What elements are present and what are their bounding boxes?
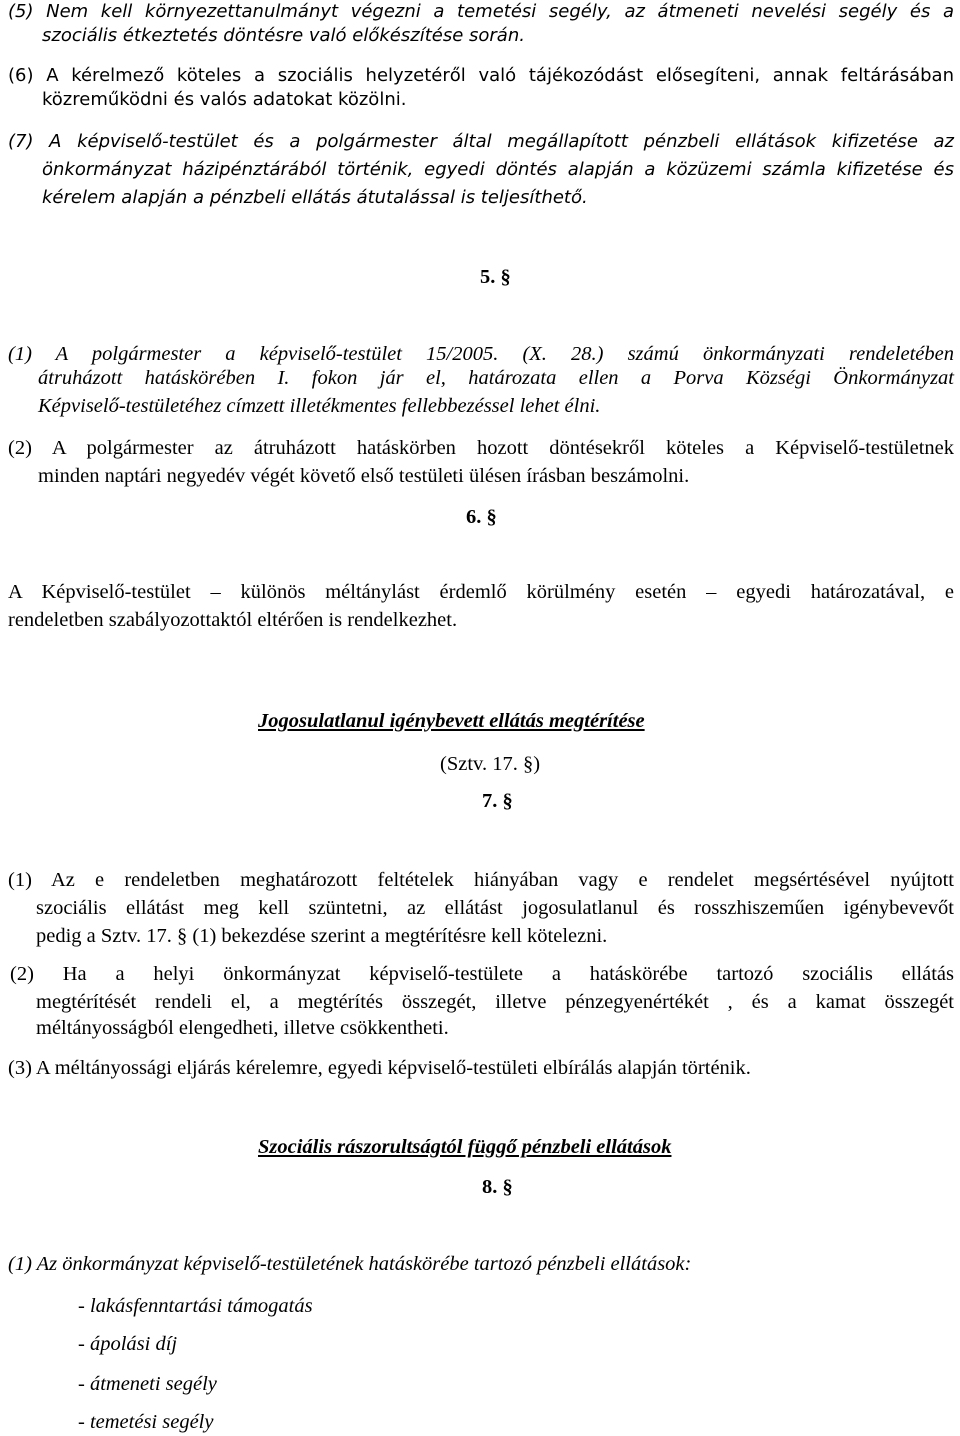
list-item: - lakásfenntartási támogatás	[78, 1295, 313, 1317]
section-8-p1-line-1: (1) Az önkormányzat képviselő-testületének hatáskörébe tartozó pénzbeli ellátások:	[8, 1253, 692, 1275]
heading-statute-reference: (Sztv. 17. §)	[440, 753, 541, 775]
heading-need-based-cash-benefits: Szociális rászorultságtól függő pénzbeli ellátások	[258, 1136, 672, 1158]
section-6-heading	[466, 506, 497, 529]
paragraph-5-line-2: szociális étkeztetés döntésre való előkészítése során.	[42, 25, 525, 46]
paragraph-7-line-1: (7) A képviselő-testület és a polgármester által megállapított pénzbeli ellátások kifizetése az	[8, 131, 954, 152]
paragraph-7-line-2: önkormányzat házipénztárából történik, egyedi döntés alapján a közüzemi számla kifizetése és	[42, 159, 954, 180]
section-8-heading	[482, 1176, 513, 1199]
section-number: 5.	[480, 266, 496, 288]
list-item: - ápolási díj	[78, 1333, 178, 1355]
section-5-p1-line-2: átruházott hatáskörében I. fokon jár el, határozata ellen a Porva Községi Önkormányzat	[38, 367, 954, 389]
paragraph-6-line-1: (6) A kérelmező köteles a szociális helyzetéről való tájékozódást elősegíteni, annak feltárásában	[8, 65, 954, 86]
section-7-heading	[482, 790, 513, 813]
section-number: 6.	[466, 506, 482, 528]
section-5-p1-line-3: Képviselő-testületéhez címzett illetékmentes fellebbezéssel lehet élni.	[38, 395, 601, 417]
section-7-p2-line-1: (2) Ha a helyi önkormányzat képviselő-testülete a hatáskörébe tartozó szociális ellátás	[10, 963, 954, 985]
paragraph-6-line-2: közreműködni és valós adatokat közölni.	[42, 89, 407, 110]
section-5-heading	[480, 266, 511, 289]
list-item: - átmeneti segély	[78, 1373, 217, 1395]
list-item: - temetési segély	[78, 1411, 214, 1433]
paragraph-sign: §	[502, 1176, 513, 1198]
paragraph-sign: §	[486, 506, 497, 528]
paragraph-5-line-1: (5) Nem kell környezettanulmányt végezni a temetési segély, az átmeneti nevelési segély és a	[8, 1, 954, 22]
section-7-p1-line-1: (1) Az e rendeletben meghatározott feltételek hiányában vagy e rendelet megsértésével nyújtott	[8, 869, 954, 891]
paragraph-sign: §	[500, 266, 511, 288]
paragraph-7-line-3: kérelem alapján a pénzbeli ellátás átutalással is teljesíthető.	[42, 187, 588, 208]
paragraph-sign: §	[502, 790, 513, 812]
section-5-p2-line-1: (2) A polgármester az átruházott hatáskörben hozott döntésekről köteles a Képviselő-testületnek	[8, 437, 954, 459]
section-5-p2-line-2: minden naptári negyedév végét követő első testületi ülésen írásban beszámolni.	[38, 465, 690, 487]
section-6-line-1: A Képviselő-testület – különös méltánylást érdemlő körülmény esetén – egyedi határozatával, e	[8, 581, 954, 603]
section-6-line-2: rendeletben szabályozottaktól eltérően is rendelkezhet.	[8, 609, 458, 631]
section-number: 7.	[482, 790, 498, 812]
section-7-p3-line-1: (3) A méltányossági eljárás kérelemre, egyedi képviselő-testületi elbírálás alapján történik.	[8, 1057, 751, 1079]
section-7-p1-line-2: szociális ellátást meg kell szüntetni, az ellátást jogosulatlanul és rosszhiszeműen igénybevevőt	[36, 897, 954, 919]
section-7-p2-line-2: megtérítését rendeli el, a megtérítés összegét, illetve pénzegyenértékét , és a kamat összegét	[36, 991, 954, 1013]
heading-unlawful-benefit-recovery: Jogosulatlanul igénybevett ellátás megtérítése	[258, 710, 645, 732]
section-number: 8.	[482, 1176, 498, 1198]
section-5-p1-line-1: (1) A polgármester a képviselő-testület 15/2005. (X. 28.) számú önkormányzati rendeletében	[8, 343, 954, 365]
section-7-p1-line-3: pedig a Sztv. 17. § (1) bekezdése szerint a megtérítésre kell kötelezni.	[36, 925, 608, 947]
section-7-p2-line-3: méltányosságból elengedheti, illetve csökkentheti.	[36, 1017, 449, 1039]
